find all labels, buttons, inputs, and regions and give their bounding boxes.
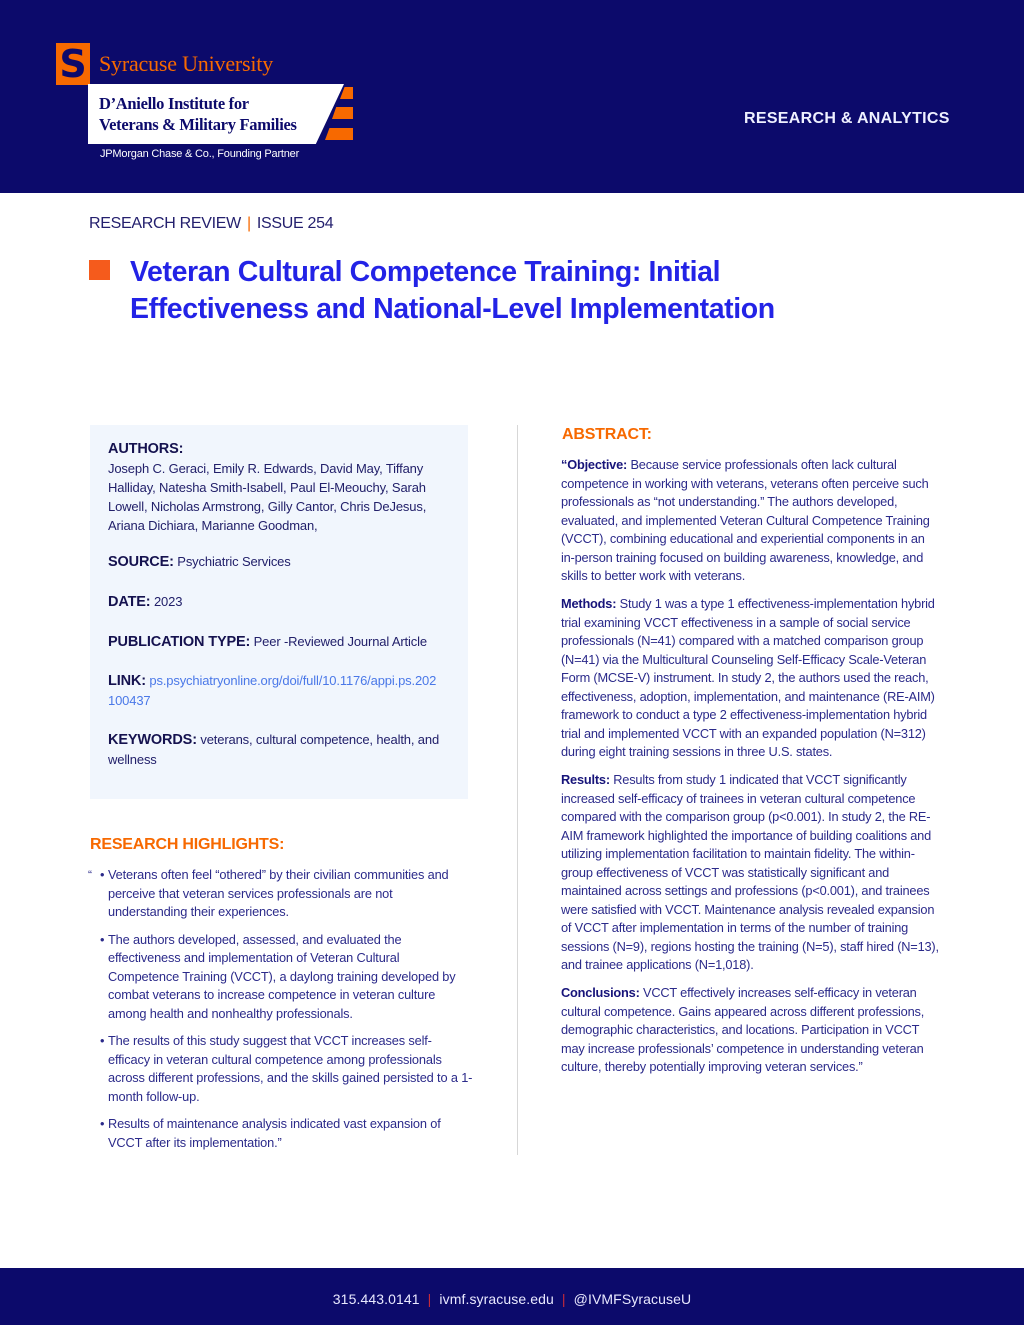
results-text: Results from study 1 indicated that VCCT significantly increased self-efficacy of trainees in veteran cultural competence compared with the comparison group (p<0.001). In study 2, the RE-AIM framework highlighted the importance of building coalitions and utilizing implementation facilitation to maintain fidelity. The within-group effectiveness of VCCT was statistically significant and maintained across settings and professions (p<0.001), and trainees were satisfied with VCCT. Maintenance analysis revealed expansion of VCCT after implementation in terms of the number of training sessions (N=9), regions hosting the training (N=5), staff hired (N=13), and trainee applications (N=1,018). xyxy=(561,772,939,972)
pubtype-label: PUBLICATION TYPE: xyxy=(108,634,251,650)
footer-phone[interactable]: 315.443.0141 xyxy=(332,1291,420,1307)
footer-social-handle[interactable]: @IVMFSyracuseU xyxy=(573,1291,692,1307)
methods-label: Methods: xyxy=(561,596,617,611)
open-quote: “ xyxy=(88,868,92,882)
highlight-text: The authors developed, assessed, and evaluated the effectiveness and implementation of Veteran Cultural Competence Training (VCCT), a daylong training developed by combat veterans to increase competence in veteran culture among health and nonhealthy professionals. xyxy=(108,931,456,1021)
highlight-item xyxy=(88,1032,473,1106)
syracuse-s-logo-icon: S xyxy=(56,43,90,85)
logo-stripe-icon xyxy=(325,128,353,140)
highlight-text: Results of maintenance analysis indicated vast expansion of VCCT after its implementation.” xyxy=(108,1116,441,1150)
issue-number: ISSUE 254 xyxy=(256,215,334,232)
institute-name-line2: Veterans & Military Families xyxy=(99,115,297,134)
methods-text: Study 1 was a type 1 effectiveness-implementation hybrid trial examining VCCT effectiveness in a sample of social service professionals (N=41) compared with a matched comparison group (N=41) via the Multicultural Counseling Self-Efficacy Scale-Veteran Form (MCSE-V) instrument. In study 2, the authors used the reach, effectiveness, adoption, implementation, and maintenance (RE-AIM) framework to conduct a type 2 effectiveness-implementation hybrid trial and implemented VCCT with an expanded population (N=312) during eight training sessions in three U.S. states. xyxy=(561,596,935,759)
pubtype-value: Peer -Reviewed Journal Article xyxy=(253,634,427,649)
link-label: LINK: xyxy=(108,673,146,689)
article-link[interactable]: ps.psychiatryonline.org/doi/full/10.1176/appi.ps.202100437 xyxy=(108,673,437,708)
footer-website-link[interactable]: ivmf.syracuse.edu xyxy=(439,1291,554,1307)
date-block xyxy=(108,592,458,612)
title-line1: Veteran Cultural Competence Training: Initial xyxy=(130,256,721,288)
date-value: 2023 xyxy=(153,594,183,609)
bullet-icon: • xyxy=(100,867,105,882)
objective-text: Because service professionals often lack cultural competence in working with veterans, veterans often perceive such professionals as “not understanding.” The authors developed, evaluated, and implemented Veteran Cultural Competence Training (VCCT), combining educational and experiential components in an in-person training focused on building awareness, knowledge, and skills to better work with veterans. xyxy=(561,457,930,583)
institute-name xyxy=(99,93,297,135)
authors-label: AUTHORS: xyxy=(108,441,184,457)
title-marker-icon xyxy=(89,260,110,280)
objective-label: “Objective: xyxy=(561,457,628,472)
column-divider xyxy=(517,425,518,1155)
abstract-heading: ABSTRACT: xyxy=(562,426,652,443)
highlight-text: The results of this study suggest that VCCT increases self-efficacy in veteran cultural competence among professionals across different professions, and the skills gained persisted to a 1-month follow-up. xyxy=(108,1033,473,1104)
section-label: RESEARCH & ANALYTICS xyxy=(744,110,950,127)
highlights-heading: RESEARCH HIGHLIGHTS: xyxy=(90,836,285,853)
abstract-conclusions xyxy=(561,984,941,1077)
highlight-item xyxy=(88,1115,473,1152)
bullet-icon: • xyxy=(100,1033,105,1048)
keywords-value: veterans, cultural competence, health, and wellness xyxy=(108,732,440,767)
page-title xyxy=(130,254,890,328)
source-block xyxy=(108,552,458,572)
keywords-block xyxy=(108,730,448,769)
abstract-results xyxy=(561,771,941,975)
keywords-label: KEYWORDS: xyxy=(108,732,197,748)
bullet-icon: • xyxy=(100,931,105,947)
authors-value: Joseph C. Geraci, Emily R. Edwards, David May, Tiffany Halliday, Natesha Smith-Isabell, Paul El-Meouchy, Sarah Lowell, Nicholas Armstrong, Gilly Cantor, Chris DeJesus, Ariana Dichiara, Marianne Goodman, xyxy=(108,461,427,533)
series-name: RESEARCH REVIEW xyxy=(89,215,241,232)
source-value: Psychiatric Services xyxy=(177,554,291,569)
conclusions-text: VCCT effectively increases self-efficacy in veteran cultural competence. Gains appeared across different professions, demographic characteristics, and locations. Participation in VCCT may increase professionals’ competence in understanding veteran culture, thereby potentially improving veteran services.” xyxy=(561,985,925,1074)
source-label: SOURCE: xyxy=(108,554,174,570)
university-name: Syracuse University xyxy=(99,51,273,76)
footer-separator: | xyxy=(561,1291,566,1307)
footer-separator: | xyxy=(427,1291,432,1307)
bullet-icon: • xyxy=(100,1116,105,1131)
title-line2: Effectiveness and National-Level Implementation xyxy=(130,293,775,325)
highlight-item xyxy=(88,931,473,1024)
founding-partner: JPMorgan Chase & Co., Founding Partner xyxy=(100,148,300,160)
results-label: Results: xyxy=(561,772,610,787)
conclusions-label: Conclusions: xyxy=(561,985,640,1000)
date-label: DATE: xyxy=(108,594,151,610)
issue-line xyxy=(89,215,333,233)
highlight-text: Veterans often feel “othered” by their civilian communities and perceive that veteran services professionals are not understanding their experiences. xyxy=(108,867,449,919)
footer-contact xyxy=(0,1291,1024,1307)
pubtype-block xyxy=(108,632,458,652)
highlights-list xyxy=(88,866,473,1161)
authors-block xyxy=(108,440,458,535)
highlight-item xyxy=(88,866,473,922)
institute-name-line1: D’Aniello Institute for xyxy=(99,94,249,113)
abstract-body xyxy=(561,456,941,1086)
link-block xyxy=(108,671,438,710)
abstract-methods xyxy=(561,595,941,762)
abstract-objective xyxy=(561,456,941,586)
issue-separator: | xyxy=(246,215,251,232)
